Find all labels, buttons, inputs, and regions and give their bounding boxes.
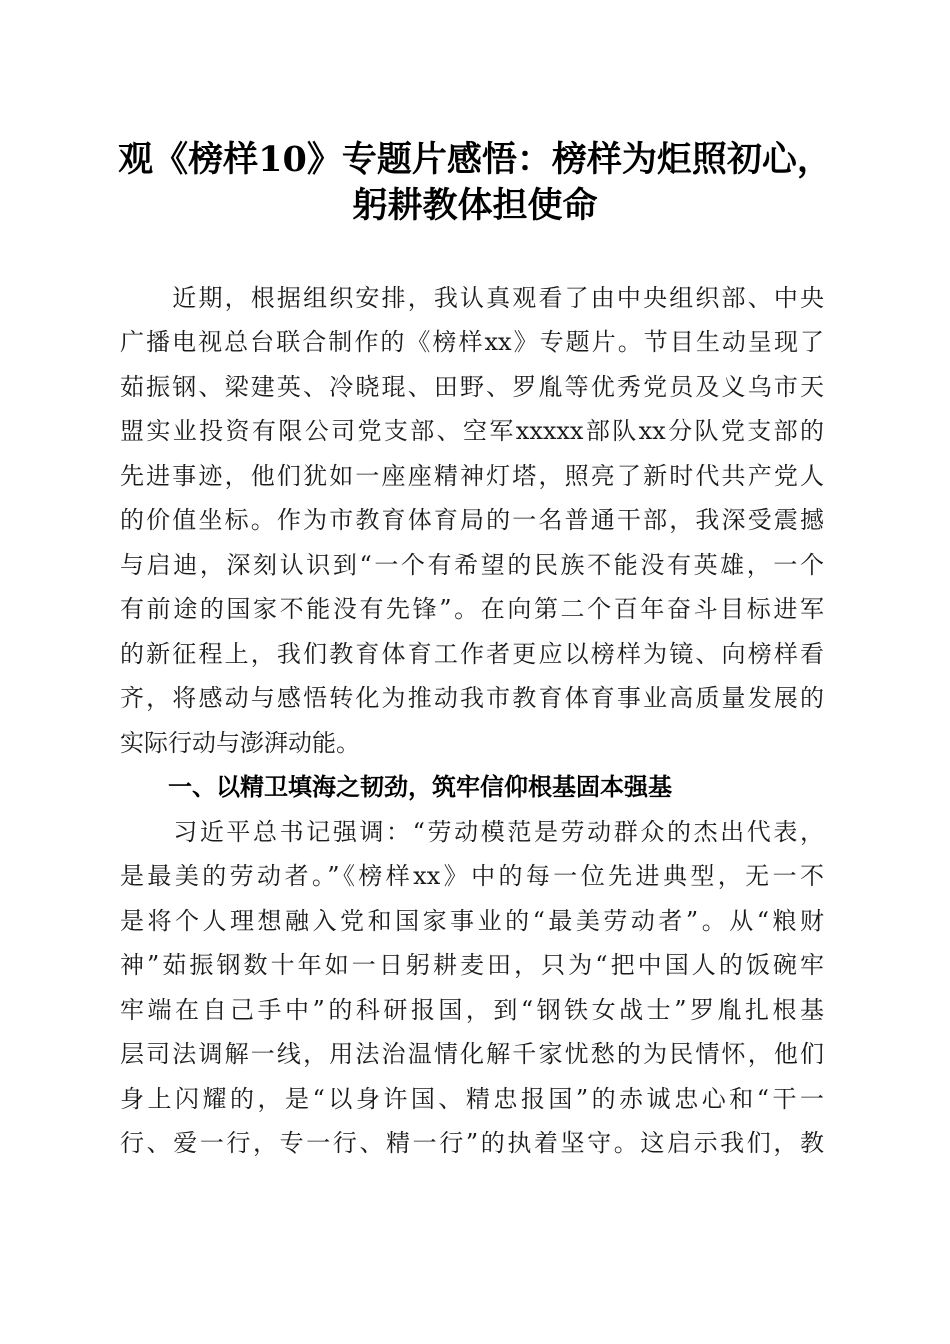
paragraph-line: 实际行动与澎湃动能。 bbox=[120, 729, 360, 757]
paragraph-line: 行、爱一行，专一行、精一行”的执着坚守。这启示我们，教 bbox=[120, 1129, 824, 1157]
section-heading-1: 一、以精卫填海之韧劲，筑牢信仰根基固本强基 bbox=[168, 773, 672, 801]
paragraph-line: 是将个人理想融入党和国家事业的“最美劳动者”。从“粮财 bbox=[120, 907, 824, 935]
paragraph-line: 盟实业投资有限公司党支部、空军xxxxx部队xx分队党支部的 bbox=[120, 417, 824, 445]
document-title-line-1: 观《榜样10》专题片感悟：榜样为炬照初心， bbox=[118, 139, 832, 180]
paragraph-line: 是最美的劳动者。”《榜样xx》中的每一位先进典型，无一不 bbox=[120, 862, 824, 890]
paragraph-line: 齐，将感动与感悟转化为推动我市教育体育事业高质量发展的 bbox=[120, 684, 824, 712]
paragraph-line: 的价值坐标。作为市教育体育局的一名普通干部，我深受震撼 bbox=[120, 506, 824, 534]
paragraph-line: 近期，根据组织安排，我认真观看了由中央组织部、中央 bbox=[120, 284, 824, 312]
paragraph-line: 层司法调解一线，用法治温情化解千家忧愁的为民情怀，他们 bbox=[120, 1040, 824, 1068]
paragraph-line: 身上闪耀的，是“以身许国、精忠报国”的赤诚忠心和“干一 bbox=[120, 1085, 824, 1113]
document-title-line-2: 躬耕教体担使命 bbox=[352, 185, 598, 226]
paragraph-line: 牢端在自己手中”的科研报国，到“钢铁女战士”罗胤扎根基 bbox=[120, 996, 824, 1024]
paragraph-line: 有前途的国家不能没有先锋”。在向第二个百年奋斗目标进军 bbox=[120, 595, 824, 623]
paragraph-line: 的新征程上，我们教育体育工作者更应以榜样为镜、向榜样看 bbox=[120, 640, 824, 668]
paragraph-line: 广播电视总台联合制作的《榜样xx》专题片。节目生动呈现了 bbox=[120, 328, 824, 356]
paragraph-line: 习近平总书记强调：“劳动模范是劳动群众的杰出代表， bbox=[120, 818, 824, 846]
paragraph-line: 神”茹振钢数十年如一日躬耕麦田，只为“把中国人的饭碗牢 bbox=[120, 951, 824, 979]
paragraph-line: 先进事迹，他们犹如一座座精神灯塔，照亮了新时代共产党人 bbox=[120, 462, 824, 490]
paragraph-line: 与启迪，深刻认识到“一个有希望的民族不能没有英雄，一个 bbox=[120, 551, 824, 579]
paragraph-line: 茹振钢、梁建英、冷晓琨、田野、罗胤等优秀党员及义乌市天 bbox=[120, 373, 824, 401]
